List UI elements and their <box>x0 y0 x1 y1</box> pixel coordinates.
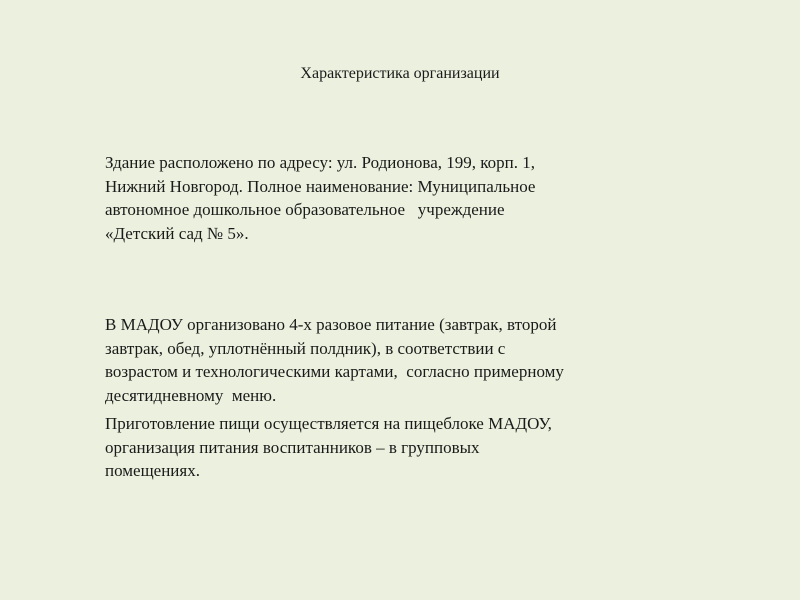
paragraph-line: помещениях. <box>105 461 200 480</box>
paragraph-address <box>105 151 665 245</box>
paragraph-kitchen <box>105 412 665 483</box>
paragraph-line: автономное дошкольное образовательное учреждение <box>105 200 505 219</box>
paragraph-line: «Детский сад № 5». <box>105 223 249 243</box>
paragraph-line: В МАДОУ организовано 4-х разовое питание (завтрак, второй <box>105 315 557 334</box>
paragraph-line: Нижний Новгород. Полное наименование: Муниципальное <box>105 176 536 196</box>
paragraph-line: десятидневному меню. <box>105 385 277 405</box>
paragraph-meals <box>105 313 665 407</box>
paragraph-line: организация питания воспитанников – в групповых <box>105 437 480 457</box>
paragraph-line: завтрак, обед, уплотнённый полдник), в соответствии с <box>105 338 506 358</box>
paragraph-line: Здание расположено по адресу: ул. Родионова, 199, корп. 1, <box>105 153 536 172</box>
paragraph-line: возрастом и технологическими картами, согласно примерному <box>105 362 564 381</box>
slide-title: Характеристика организации <box>300 65 500 82</box>
paragraph-line: Приготовление пищи осуществляется на пищеблоке МАДОУ, <box>105 414 552 433</box>
